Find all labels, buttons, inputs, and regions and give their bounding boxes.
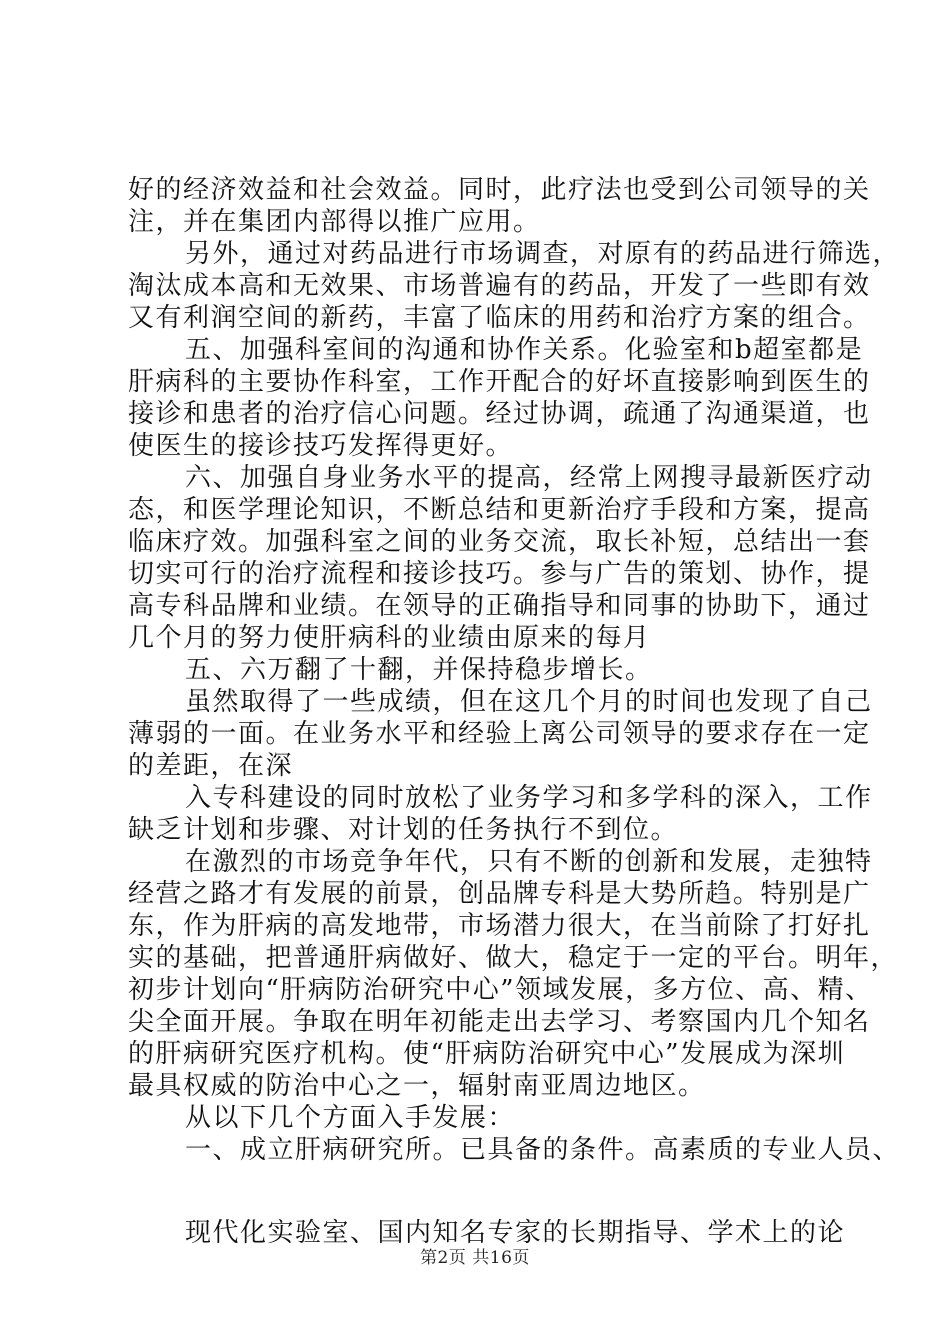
text-line: 现代化实验室、国内知名专家的长期指导、学术上的论	[185, 1218, 846, 1248]
text-line: 薄弱的一面。在业务水平和经验上离公司领导的要求存在一定	[128, 719, 871, 749]
text-line: 从以下几个方面入手发展：	[185, 1103, 516, 1133]
text-line: 初步计划向“肝病防治研究中心”领域发展，多方位、高、精、	[128, 975, 873, 1005]
text-line: 一、成立肝病研究所。已具备的条件。高素质的专业人员、	[185, 1135, 901, 1165]
text-line: 五、加强科室间的沟通和协作关系。化验室和b超室都是	[185, 335, 864, 365]
text-line: 好的经济效益和社会效益。同时，此疗法也受到公司领导的关	[128, 175, 871, 205]
text-line: 虽然取得了一些成绩，但在这几个月的时间也发现了自己	[185, 687, 873, 717]
text-line: 五、六万翻了十翻，并保持稳步增长。	[185, 655, 653, 685]
text-line: 的肝病研究医疗机构。使“肝病防治研究中心”发展成为深圳	[128, 1039, 846, 1069]
text-line: 缺乏计划和步骤、对计划的任务执行不到位。	[128, 815, 679, 845]
text-line: 的差距，在深	[128, 751, 294, 781]
text-line: 使医生的接诊技巧发挥得更好。	[128, 431, 514, 461]
text-line: 东，作为肝病的高发地带，市场潜力很大，在当前除了打好扎	[128, 911, 871, 941]
text-line: 切实可行的治疗流程和接诊技巧。参与广告的策划、协作，提	[128, 559, 871, 589]
text-line: 入专科建设的同时放松了业务学习和多学科的深入，工作	[185, 783, 873, 813]
text-line: 肝病科的主要协作科室，工作开配合的好坏直接影响到医生的	[128, 367, 871, 397]
text-line: 在激烈的市场竞争年代，只有不断的创新和发展，走独特	[185, 847, 873, 877]
text-line: 实的基础，把普通肝病做好、做大，稳定于一定的平台。明年，	[128, 943, 899, 973]
text-line: 又有利润空间的新药，丰富了临床的用药和治疗方案的组合。	[128, 303, 871, 333]
text-line: 高专科品牌和业绩。在领导的正确指导和同事的协助下，通过	[128, 591, 871, 621]
text-line: 尖全面开展。争取在明年初能走出去学习、考察国内几个知名	[128, 1007, 871, 1037]
text-line: 接诊和患者的治疗信心问题。经过协调，疏通了沟通渠道，也	[128, 399, 871, 429]
text-line: 注，并在集团内部得以推广应用。	[128, 207, 541, 237]
text-line: 最具权威的防治中心之一，辐射南亚周边地区。	[128, 1071, 706, 1101]
text-line: 另外，通过对药品进行市场调查，对原有的药品进行筛选，	[185, 239, 901, 269]
text-line: 六、加强自身业务水平的提高，经常上网搜寻最新医疗动	[185, 463, 873, 493]
text-line: 经营之路才有发展的前景，创品牌专科是大势所趋。特别是广	[128, 879, 871, 909]
text-line: 临床疗效。加强科室之间的业务交流，取长补短，总结出一套	[128, 527, 871, 557]
text-line: 几个月的努力使肝病科的业绩由原来的每月	[128, 623, 651, 653]
page-number-footer: 第2页 共16页	[420, 1248, 530, 1268]
text-line: 态，和医学理论知识，不断总结和更新治疗手段和方案，提高	[128, 495, 871, 525]
text-line: 淘汰成本高和无效果、市场普遍有的药品，开发了一些即有效	[128, 271, 871, 301]
